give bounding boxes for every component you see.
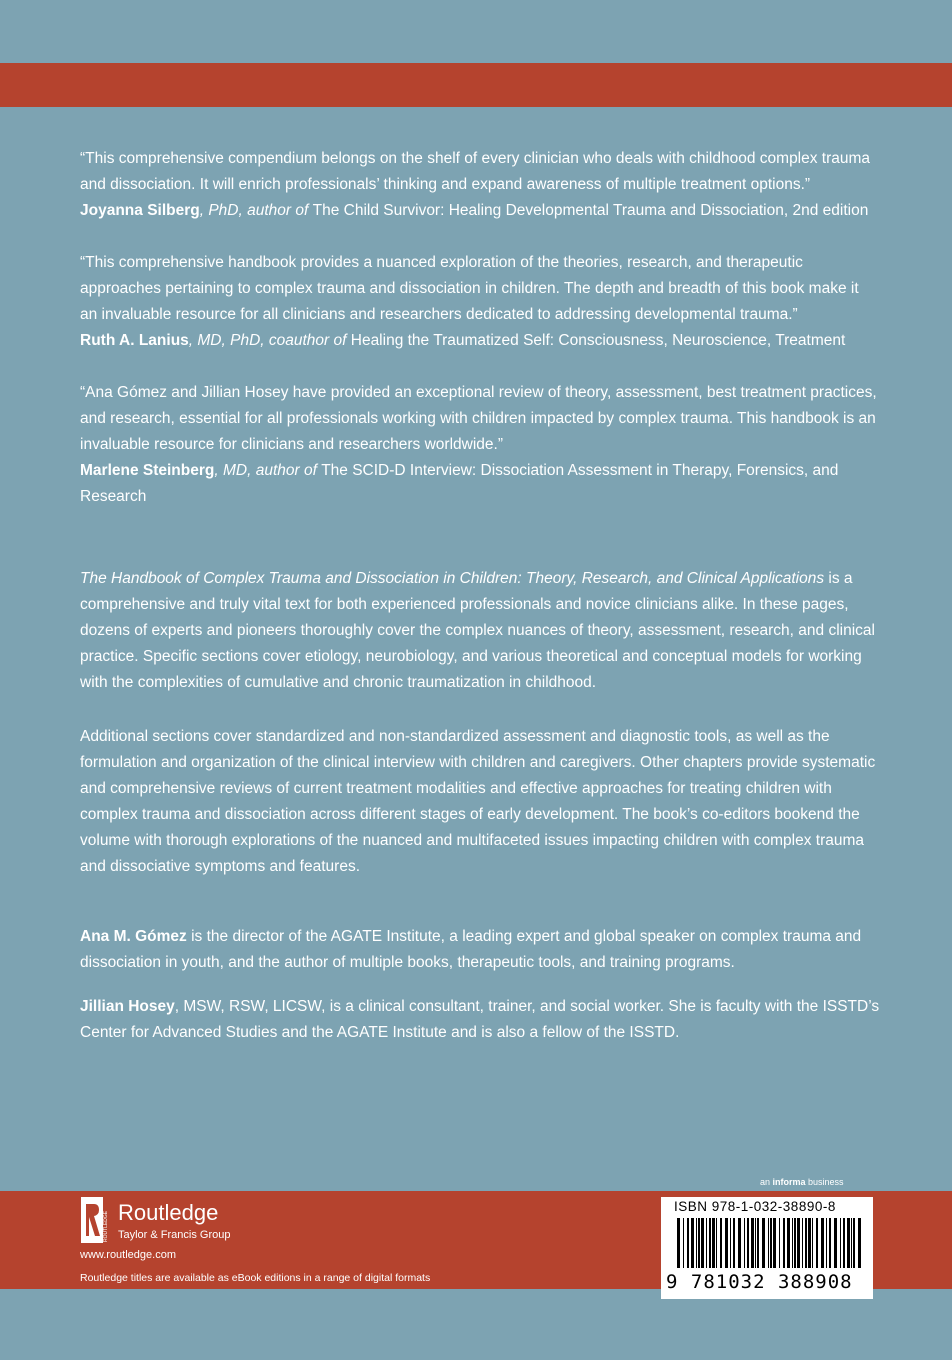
book-description [80, 566, 880, 880]
description-paragraph-2: Additional sections cover standardized and non-standardized assessment and diagnostic tools, as well as the formulation and organization of the clinical interview with children and caregivers. Other chapters provide systematic and comprehensive reviews of current treatment modalities and effective approaches for treating children with complex trauma and dissociation across different stages of early development. The book’s co-editors bookend the volume with thorough explorations of the nuanced and multifaceted issues impacting children with complex trauma and dissociative symptoms and features. [80, 728, 876, 875]
endorser-name: Marlene Steinberg [80, 462, 215, 479]
endorser-work: The Child Survivor: Healing Developmental Trauma and Dissociation, 2nd edition [312, 202, 869, 219]
endorsement-3 [80, 380, 880, 510]
back-cover-text [80, 146, 880, 1064]
vertical-logo-text: ROUTLEDGE [103, 1210, 109, 1242]
endorser-credentials: , MD, PhD, coauthor of [188, 332, 351, 349]
author-bio-1: Ana M. Gómez is the director of the AGATE Institute, a leading expert and global speaker on complex trauma and dissociation in youth, and the author of multiple books, therapeutic tools, and training programs. [80, 928, 862, 971]
endorsement-2 [80, 250, 880, 354]
routledge-logo-icon [80, 1196, 110, 1244]
top-color-band [0, 63, 952, 107]
endorsement-attribution [80, 328, 880, 354]
isbn-label: ISBN 978-1-032-38890-8 [674, 1199, 836, 1214]
isbn-digits: 9 781032 388908 [666, 1271, 853, 1293]
endorser-work: Healing the Traumatized Self: Consciousness, Neuroscience, Treatment [350, 332, 846, 349]
author-bio-2: Jillian Hosey, MSW, RSW, LICSW, is a clinical consultant, trainer, and social worker. She is faculty with the ISSTD’s Center for Advanced Studies and the AGATE Institute and is also a fellow of the ISSTD. [80, 998, 880, 1041]
endorser-name: Joyanna Silberg [80, 202, 200, 219]
endorsement-text: “Ana Gómez and Jillian Hosey have provided an exceptional review of theory, assessment, best treatment practices, and research, essential for all professionals working with children impacted by complex trauma. This handbook is an invaluable resource for clinicians and researchers worldwide.” [80, 384, 877, 453]
endorser-work: The SCID-D Interview: Dissociation Assessment in Therapy, Forensics, and Research [80, 462, 839, 505]
endorsement-1 [80, 146, 880, 224]
barcode-icon [667, 1218, 867, 1278]
endorsement-text: “This comprehensive compendium belongs on the shelf of every clinician who deals with childhood complex trauma and dissociation. It will enrich professionals’ thinking and expand awareness of multiple treatment options.” [80, 150, 871, 193]
description-paragraph-1: The Handbook of Complex Trauma and Dissociation in Children: Theory, Research, and Clinical Applications is a comprehensive and truly vital text for both experienced professionals and novice clinicians alike. In these pages, dozens of experts and pioneers thoroughly cover the complex nuances of theory, assessment, research, and clinical practice. Specific sections cover etiology, neurobiology, and various theoretical and conceptual models for working with the complexities of cumulative and chronic traumatization in childhood. [80, 570, 875, 691]
endorsement-text: “This comprehensive handbook provides a nuanced exploration of the theories, research, and therapeutic approaches pertaining to complex trauma and dissociation in children. The depth and breadth of this book make it an invaluable resource for all clinicians and researchers dedicated to addressing developmental trauma.” [80, 254, 859, 323]
endorsement-attribution [80, 458, 880, 510]
informa-tagline: an informa business [760, 1177, 844, 1187]
publisher-url: www.routledge.com [80, 1249, 176, 1261]
publisher-group: Taylor & Francis Group [118, 1229, 231, 1241]
endorser-name: Ruth A. Lanius [80, 332, 189, 349]
book-title: The Handbook of Complex Trauma and Dissociation in Children: Theory, Research, and Clinical Applications [80, 570, 825, 587]
endorsement-attribution [80, 198, 880, 224]
publisher-name: Routledge [118, 1200, 219, 1225]
ebook-note: Routledge titles are available as eBook editions in a range of digital formats [80, 1272, 431, 1284]
author-name: Ana M. Gómez [80, 928, 187, 945]
author-bios [80, 924, 880, 1046]
endorser-credentials: , MD, author of [214, 462, 322, 479]
author-name: Jillian Hosey [80, 998, 175, 1015]
endorser-credentials: , PhD, author of [199, 202, 313, 219]
